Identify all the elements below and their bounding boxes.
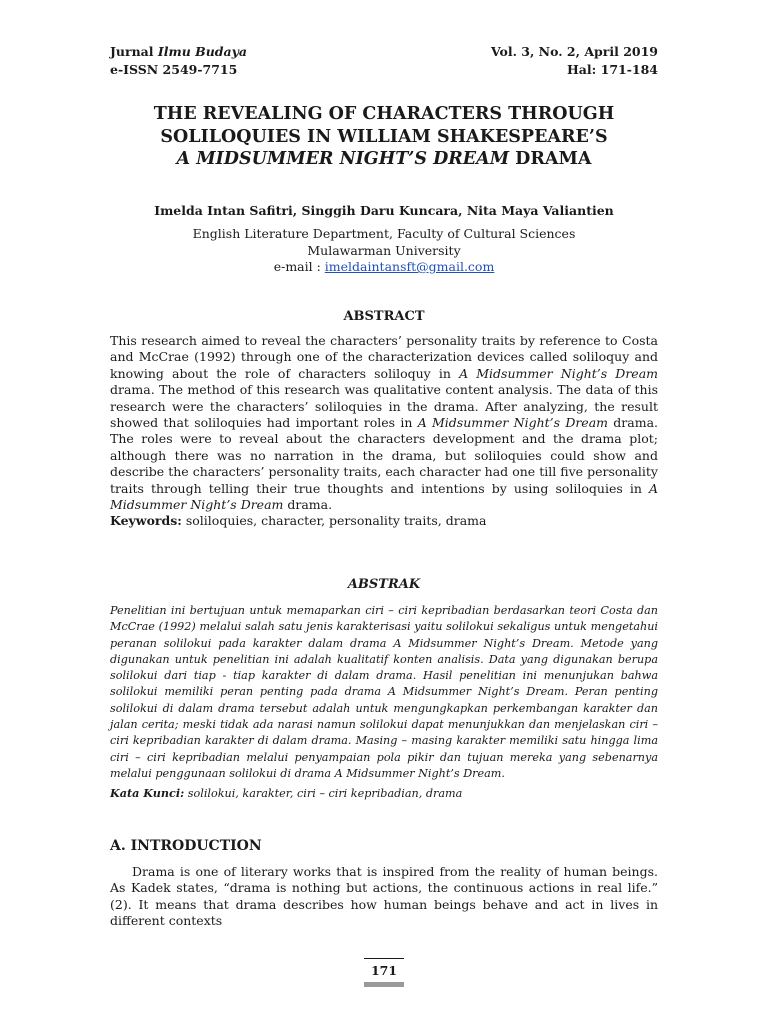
page-number-bar	[364, 982, 404, 987]
abstract-heading: ABSTRACT	[343, 309, 425, 324]
issue-pages: Hal: 171-184	[567, 62, 658, 77]
issue-header	[491, 43, 658, 79]
page-number: 171	[364, 958, 404, 978]
journal-header	[110, 43, 247, 79]
affiliation-email: e-mail : imeldaintansft@gmail.com	[273, 259, 495, 274]
introduction-heading: A. INTRODUCTION	[110, 838, 262, 854]
author-list: Imelda Intan Safitri, Singgih Daru Kuncara, Nita Maya Valiantien	[154, 203, 614, 218]
kata-kunci	[110, 785, 658, 802]
abstrak-heading: ABSTRAK	[347, 577, 421, 592]
paper-title	[100, 103, 668, 171]
journal-name: Ilmu Budaya	[157, 44, 248, 59]
abstract-body: This research aimed to reveal the characters’ personality traits by reference to Costa and McCrae (1992) through one of the characterization devices called soliloquy and knowing about the role of characters soliloquy in A Midsummer Night’s Dream drama. The method of this research was qualitative content analysis. The data of this research were the characters’ soliloquies in the drama. After analyzing, the result showed that soliloquies had important roles in A Midsummer Night’s Dream drama. The roles were to reveal about the characters development and the drama plot; although there was no narration in the drama, but soliloquies could show and describe the characters’ personality traits, each character had one till five personality traits through telling their true thoughts and intentions by using soliloquies in A Midsummer Night’s Dream drama.	[110, 333, 659, 513]
abstrak-body: Penelitian ini bertujuan untuk memaparkan ciri – ciri kepribadian berdasarkan teori Costa dan McCrae (1992) melalui salah satu jenis karakterisasi yaitu solilokui sekaligus untuk mengetahui peranan solilokui pada karakter dalam drama A Midsummer Night’s Dream. Metode yang digunakan untuk penelitian ini adalah kualitatif konten analisis. Data yang digunakan berupa solilokui dari tiap - tiap karakter di dalam drama. Hasil penelitian ini menunjukan bahwa solilokui memiliki peran penting pada drama A Midsummer Night’s Dream. Peran penting solilokui di dalam drama tersebut adalah untuk mengungkapkan perkembangan karakter dan jalan cerita; meski tidak ada narasi namun solilokui dapat menunjukkan dan menjelaskan ciri – ciri kepribadian karakter di dalam drama. Masing – masing karakter memiliki satu hingga lima ciri – ciri kepribadian melalui penyampaian pola pikir dan tujuan mereka yang sebenarnya melalui penggunaan solilokui di drama A Midsummer Night’s Dream.	[110, 604, 658, 780]
keywords-label: Keywords:	[110, 513, 182, 528]
title-line-1: THE REVEALING OF CHARACTERS THROUGH	[153, 104, 615, 124]
affiliation	[100, 226, 668, 276]
journal-issn: e-ISSN 2549-7715	[110, 62, 238, 77]
title-line-2: SOLILOQUIES IN WILLIAM SHAKESPEARE’S	[160, 126, 608, 147]
introduction-body: Drama is one of literary works that is inspired from the reality of human beings. As Kadek states, “drama is nothing but actions, the continuous actions in real life.” (2). It means that drama describes how human beings behave and act in lives in different contexts	[110, 864, 658, 929]
affiliation-university: Mulawarman University	[307, 242, 461, 258]
issue-volume: Vol. 3, No. 2, April 2019	[490, 44, 658, 59]
affiliation-department: English Literature Department, Faculty of Cultural Sciences	[192, 226, 576, 241]
keywords	[110, 513, 658, 529]
email-link[interactable]: imeldaintansft@gmail.com	[324, 259, 495, 274]
journal-title: Jurnal Ilmu Budaya	[110, 44, 248, 59]
keywords-text: soliloquies, character, personality traits, drama	[181, 513, 487, 528]
kata-kunci-text: solilokui, karakter, ciri – ciri kepribadian, drama	[184, 787, 463, 800]
title-line-3: A MIDSUMMER NIGHT’S DREAM DRAMA	[176, 149, 592, 169]
kata-kunci-label: Kata Kunci:	[110, 786, 185, 800]
